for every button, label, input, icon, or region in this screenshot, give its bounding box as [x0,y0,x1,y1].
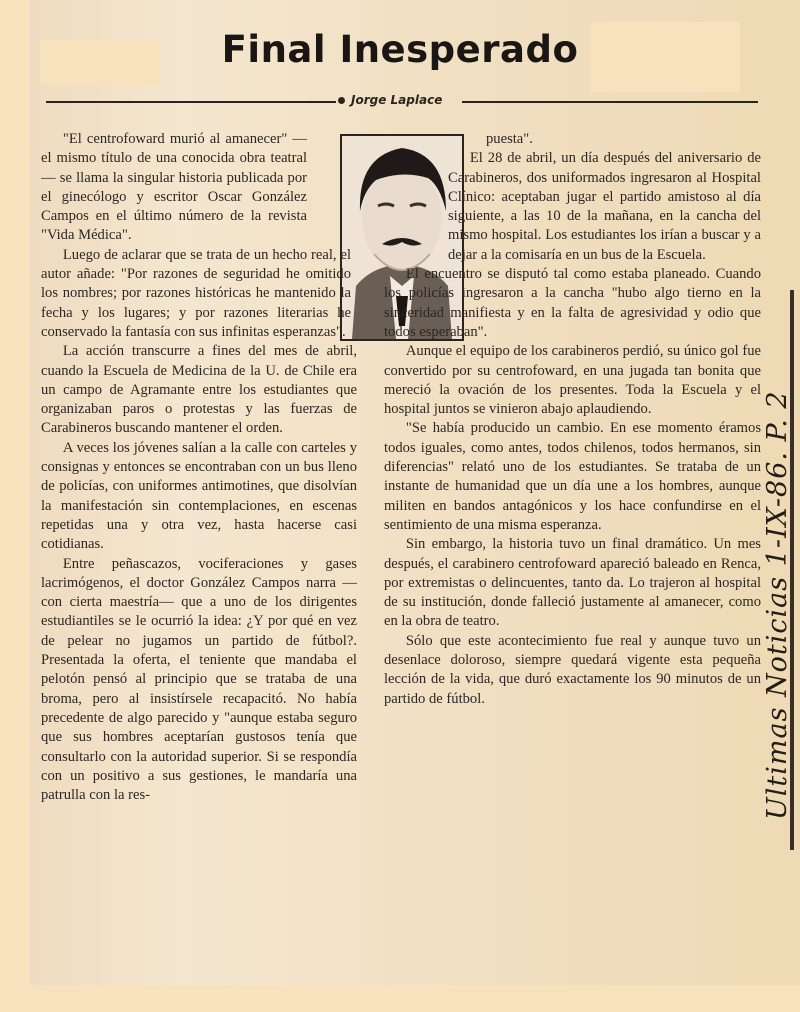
paragraph: Entre peñascazos, vociferaciones y gases lacrimógenos, el doctor González Campos narra —con cierta maestría— que a uno de los dirigentes estudiantiles se le ocurrió la idea: ¿Y por qué en vez de pelear no jugamos un partido de fútbol?. Presentada la oferta, el teniente que mandaba el pelotón pensó al principio que se trataba de una broma, pero al insistírsele recapacitó. No había precedente de algo parecido y "aunque estaba seguro que sus hombres aceptarían gustosos tenía que consultarlo con la autoridad superior. Si se respondía con un positivo a sus gestiones, le mandaría una patrulla con la res- [41,555,357,804]
paragraph: El 28 de abril, un día después del aniversario de Carabineros, dos uniformados ingresaron al Hospital Clínico: aceptaban jugar el partido amistoso al día siguiente, a las 10 de la mañana, en la cancha del mismo hospital. Los estudiantes los irían a buscar y a dejar a la comisaría en un bus de la Escuela. [448,150,761,263]
paragraph: "El centrofoward murió al amanecer" —el mismo título de una conocida obra teatral— se llama la singular historia publicada por el ginecólogo y escritor Oscar González Campos en el último número de la revista "Vida Médica". [41,131,307,244]
bullet-icon [338,97,345,104]
paragraph: A veces los jóvenes salían a la calle con carteles y consignas y entonces se encontraban con un bus lleno de policías, con uniformes antimotines, que disolvían la manifestación sin contemplaciones, en escenas repetidas una y otra vez, hasta hacerse casi cotidianas. [41,439,357,553]
byline-rule-right [462,101,758,103]
article-column-right [384,130,761,709]
handwritten-source-note: Ultimas Noticias 1-IX-86. P. 2 [762,390,793,820]
paragraph: Aunque el equipo de los carabineros perdió, su único gol fue convertido por su centrofoward, en una jugada tan bonita que mereció la ovación de los presentes. Toda la Escuela y el hospital juntos se vinieron abajo aplaudiendo. [384,343,761,418]
author-name: Jorge Laplace [351,93,443,107]
paragraph: Sólo que este acontecimiento fue real y aunque tuvo un desenlace doloroso, siempre quedará vigente esta pequeña lección de la vida, que duró exactamente los 90 minutos de un partido de fútbol. [384,632,761,707]
paragraph: Luego de aclarar que se trata de un hecho real, el autor añade: "Por razones de seguridad he omitido los nombres; por razones históricas he mantenido la fecha y los lugares; y por razones literarias he conservado la fantasía con sus infinitas esperanzas". [41,246,351,340]
byline-rule-left [46,101,336,103]
paragraph: La acción transcurre a fines del mes de abril, cuando la Escuela de Medicina de la U. de Chile era un campo de Agramante entre los estudiantes que organizaban paros o protestas y las fuerzas de Carabineros buscando mantener el orden. [41,343,357,437]
article-column-left [41,130,357,805]
paragraph: "Se había producido un cambio. En ese momento éramos todos iguales, como antes, todos chilenos, todos hermanos, sin diferencias" relató uno de los estudiantes. Se trataba de un instante de humanidad que un día une a los hombres, aunque militen en bandos antagónicos y los hace confundirse en el sentimiento de una misma esperanza. [384,420,761,533]
headline: Final Inesperado [221,28,579,71]
byline [338,93,442,107]
paragraph: Sin embargo, la historia tuvo un final dramático. Un mes después, el carabinero centrofoward apareció baleado en Renca, por extremistas o delincuentes, tanto da. Lo trajeron al hospital de su institución, donde falleció justamente al amanecer, como en la obra de teatro. [384,536,761,630]
paragraph: puesta". [486,131,533,147]
paragraph: El encuentro se disputó tal como estaba planeado. Cuando los policías ingresaron a la cancha "hubo algo tierno en la sinceridad manifiesta y en la falta de agresividad y odio que todos esperaban". [384,266,761,340]
